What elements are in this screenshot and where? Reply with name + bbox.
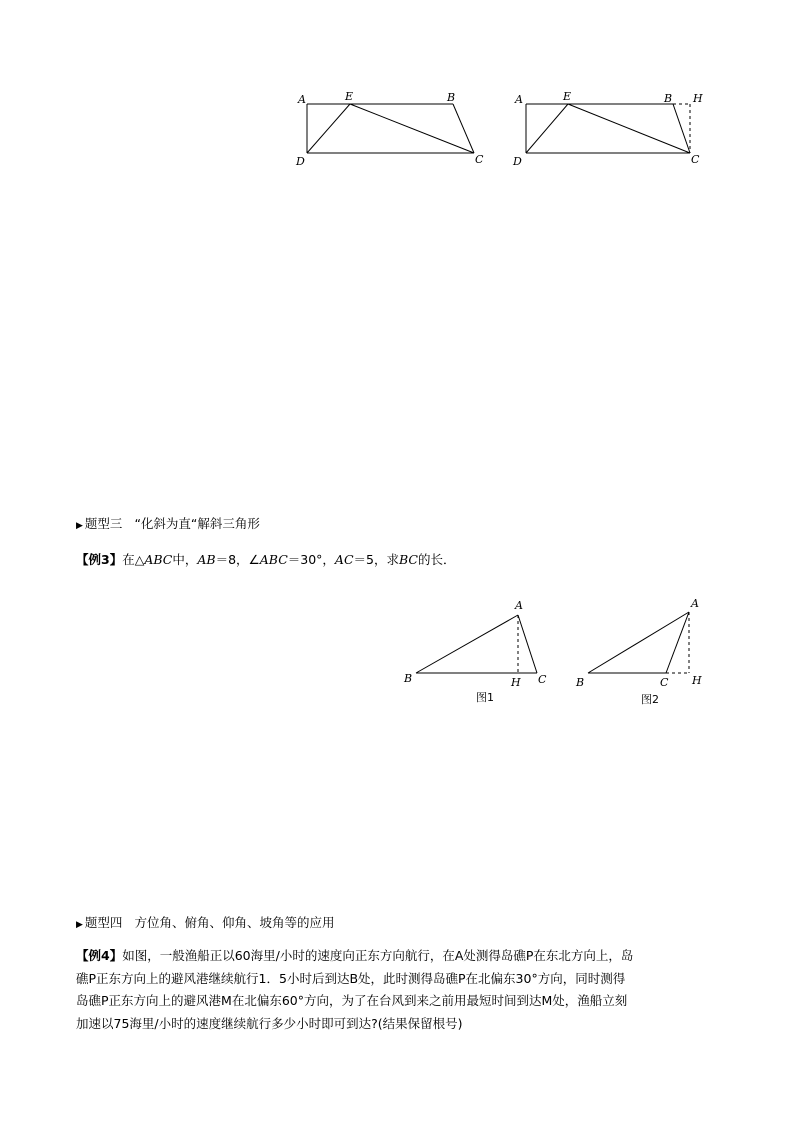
math-ac: AC [334,552,354,567]
label-a: A [691,597,699,610]
segment-ba [416,615,518,673]
text: 的长． [417,552,456,567]
example-4-line-3: 岛礁P正东方向上的避风港M在北偏东60°方向，为了在台风到来之前用最短时间到达M处，渔船立刻 [76,993,628,1008]
label-h: H [693,92,703,105]
label-b: B [664,92,673,105]
segment-ba [588,612,689,673]
text: ＝5，求 [353,552,399,567]
text: ＝8，∠ [215,552,260,567]
label-a: A [298,93,306,106]
math-abc: ABC [144,552,173,567]
label-b: B [576,676,585,689]
label-h: H [511,676,521,689]
caption-fig2: 图2 [641,693,659,706]
label-h: H [692,674,702,687]
section-title: 题型三 [84,516,123,531]
label-c: C [660,676,669,689]
label-e: E [345,90,354,103]
label-d: D [296,155,305,168]
label-e: E [563,90,572,103]
text: 中， [172,552,198,567]
label-a: A [515,599,523,612]
example-4 [76,945,726,1035]
figure-triangles [398,595,718,710]
text: ＝30°， [287,552,335,567]
section-subtitle: 方位角、俯角、仰角、坡角等的应用 [134,915,335,930]
label-c: C [475,153,484,166]
figure-trapezoids [290,85,720,175]
section-marker: ▶ [76,920,83,930]
section-marker: ▶ [76,521,83,531]
triangle-fig2 [588,612,689,673]
example-4-line-4: 加速以75海里/小时的速度继续航行多少小时即可到达?(结果保留根号) [76,1015,463,1031]
triangle-fig1 [416,615,537,673]
example-3 [76,549,455,571]
segment-ac [518,615,537,673]
label-c: C [691,153,700,166]
label-b: B [404,672,413,685]
section-heading-3 [76,514,260,532]
math-ab: AB [197,552,216,567]
segment-ec [350,104,474,153]
segment-ec [568,104,690,153]
segment-de [526,104,568,153]
example-tag: 【例3】 [76,552,123,567]
example-4-line-1 [76,945,726,968]
label-a: A [515,93,523,106]
label-c: C [538,673,547,686]
example-tag: 【例4】 [76,948,123,963]
segment-bc [673,104,690,153]
section-heading-4 [76,913,334,931]
trapezoid-right [526,104,690,153]
trapezoid-left [307,104,474,153]
example-4-line-2: 礁P正东方向上的避风港继续航行1．5小时后到达B处，此时测得岛礁P在北偏东30°方向，同时测得 [76,970,626,986]
caption-fig1: 图1 [476,691,494,704]
text: 如图，一般渔船正以60海里/小时的速度向正东方向航行，在A处测得岛礁P在东北方向上，岛 [122,948,634,963]
segment-ac [666,612,689,673]
segment-de [307,104,350,153]
section-title: 题型四 [84,915,123,930]
label-d: D [513,155,522,168]
math-bc: BC [398,552,418,567]
math-abc: ABC [259,552,288,567]
text: 在△ [122,552,145,567]
section-subtitle: “化斜为直“解斜三角形 [134,516,260,531]
label-b: B [447,91,456,104]
